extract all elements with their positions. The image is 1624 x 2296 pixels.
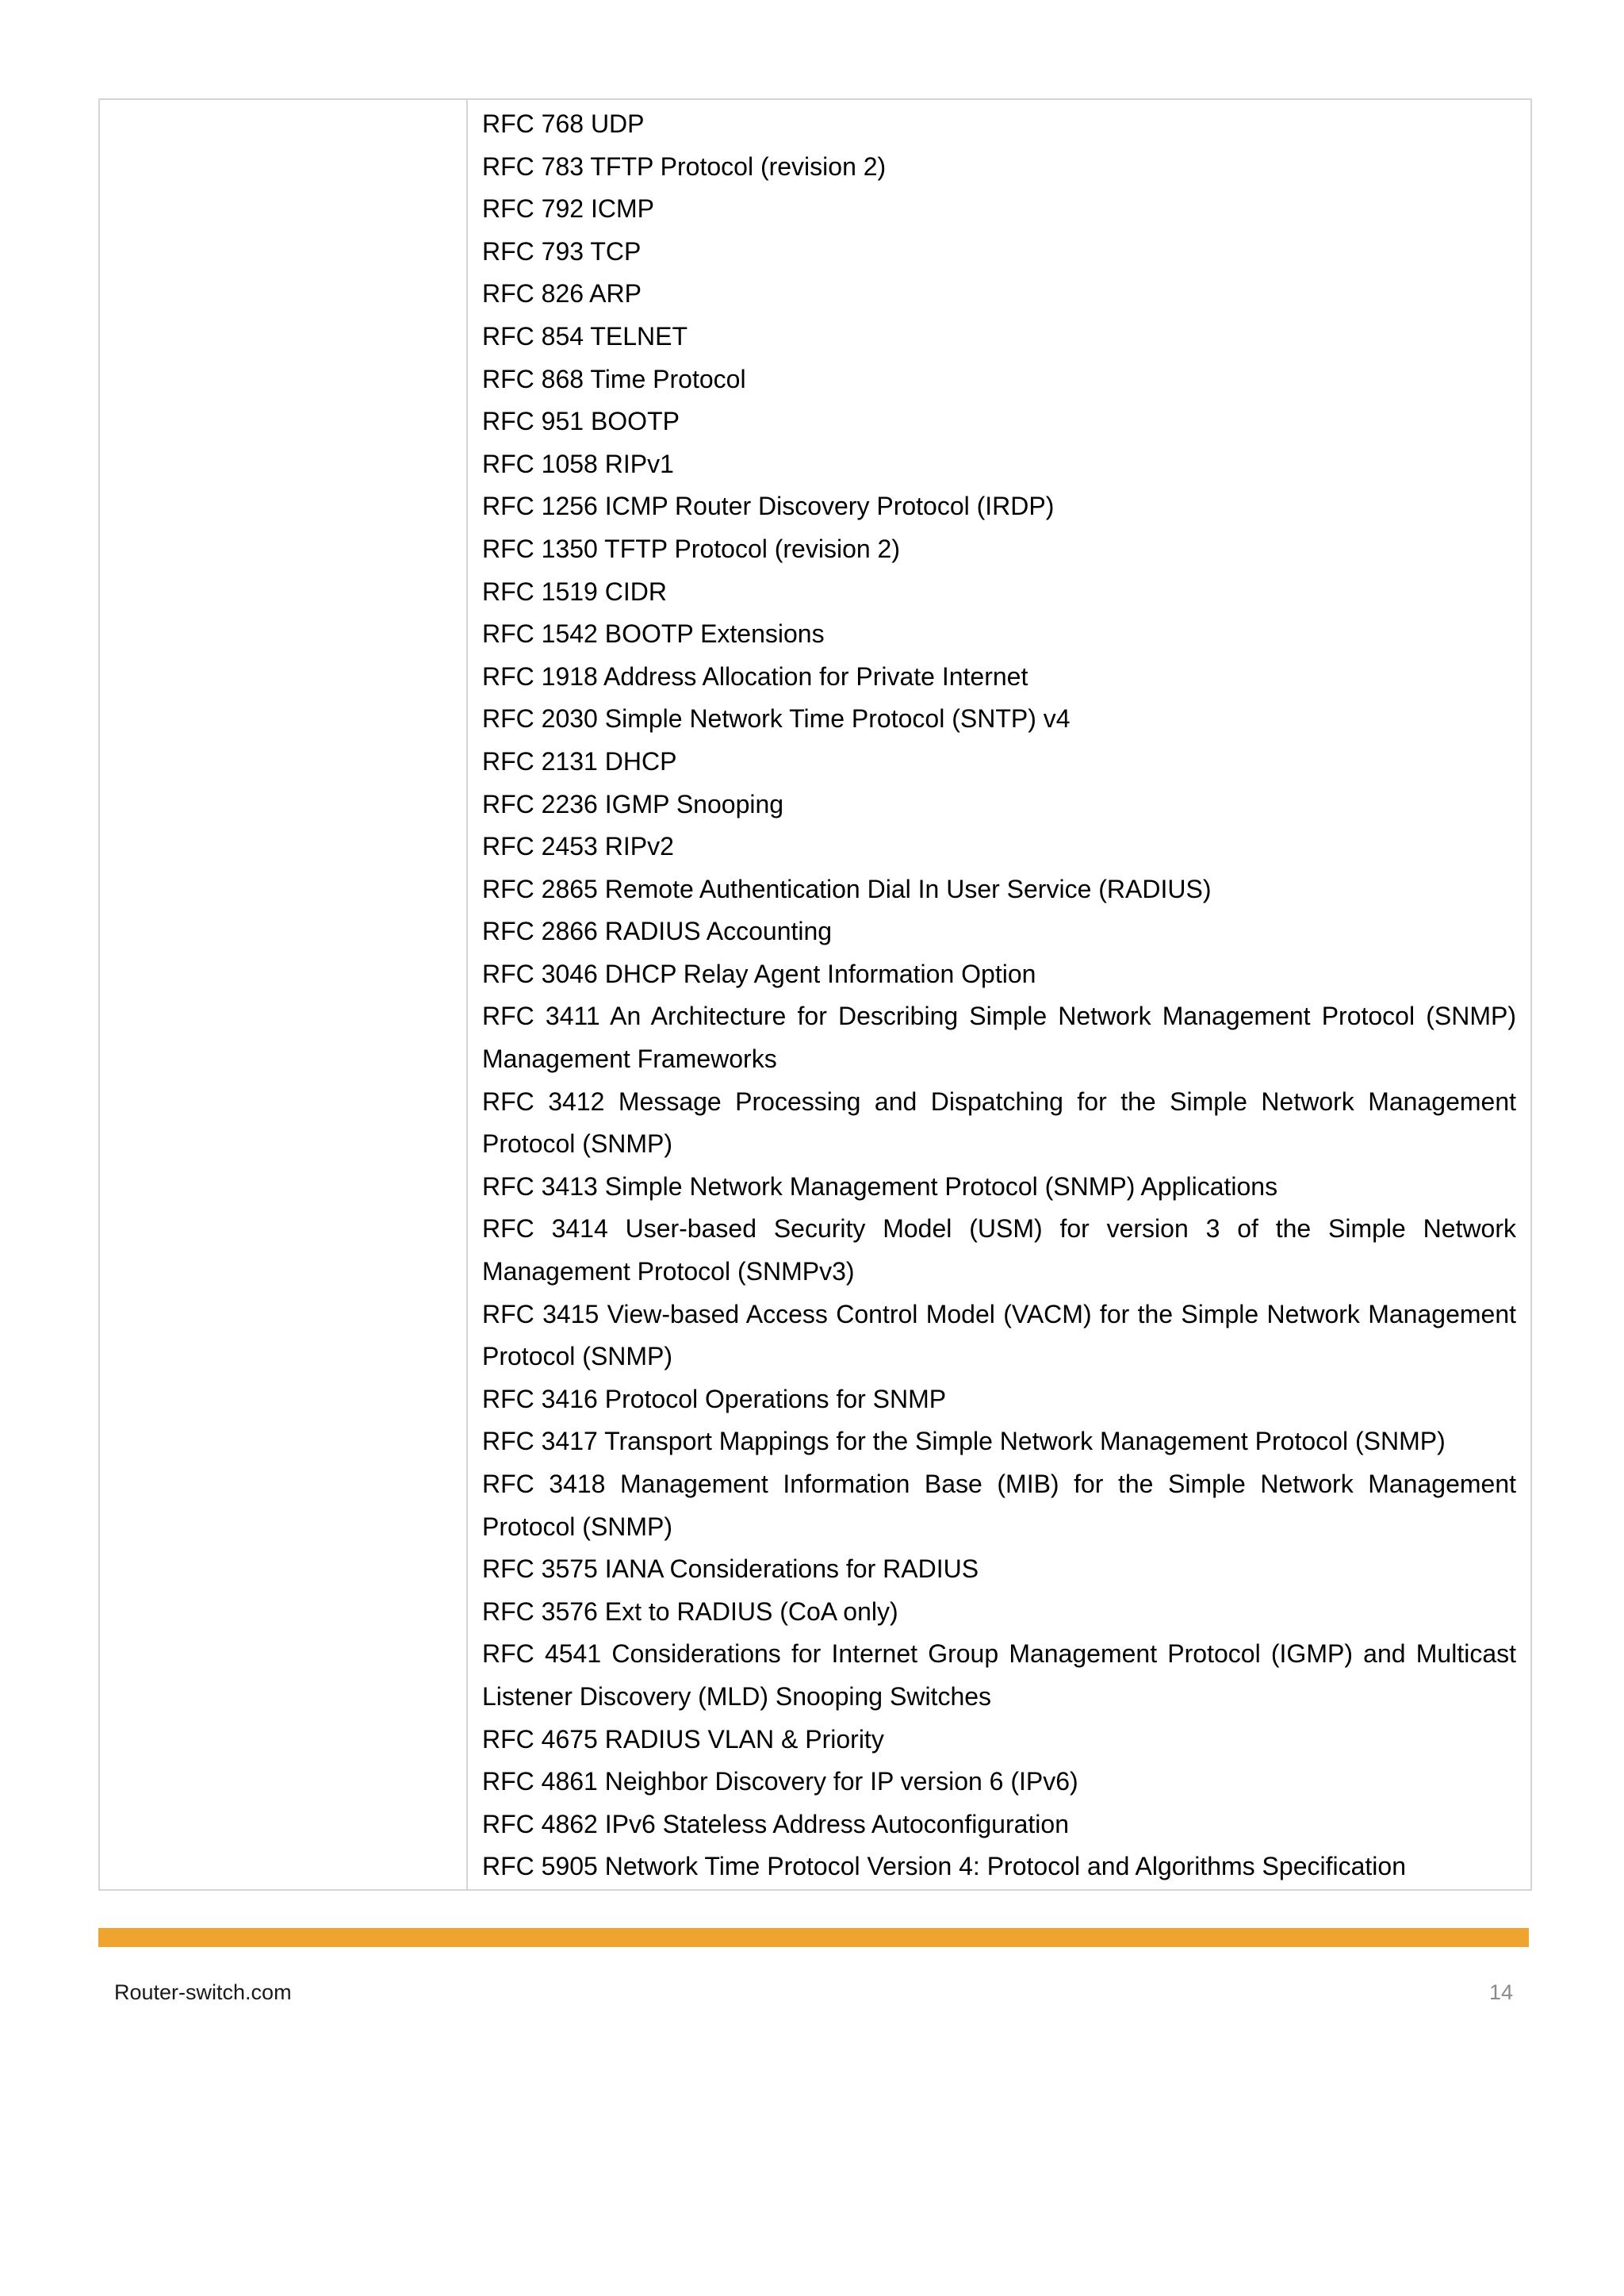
footer-site-name: Router-switch.com <box>114 1980 292 2004</box>
rfc-item: RFC 792 ICMP <box>482 194 654 224</box>
rfc-item: RFC 2030 Simple Network Time Protocol (SNTP) v4 <box>482 704 1071 734</box>
rfc-item: RFC 1918 Address Allocation for Private Internet <box>482 661 1028 691</box>
rfc-item: RFC 2236 IGMP Snooping <box>482 789 784 818</box>
rfc-item: RFC 793 TCP <box>482 236 642 266</box>
rfc-item: RFC 3418 Management Information Base (MIB) for the Simple Network Management Protocol (SNMP) <box>482 1470 1516 1541</box>
rfc-item: RFC 3415 View-based Access Control Model (VACM) for the Simple Network Management Protocol (SNMP) <box>482 1299 1516 1371</box>
rfc-item: RFC 1350 TFTP Protocol (revision 2) <box>482 534 900 563</box>
rfc-item: RFC 854 TELNET <box>482 321 688 351</box>
rfc-item: RFC 3417 Transport Mappings for the Simple Network Management Protocol (SNMP) <box>482 1427 1446 1456</box>
rfc-item: RFC 3413 Simple Network Management Protocol (SNMP) Applications <box>482 1171 1278 1201</box>
rfc-item: RFC 2866 RADIUS Accounting <box>482 917 833 946</box>
rfc-item: RFC 4675 RADIUS VLAN & Priority <box>482 1724 884 1754</box>
page-number: 14 <box>1488 1980 1513 2004</box>
rfc-item: RFC 1519 CIDR <box>482 577 667 606</box>
footer-accent-bar <box>98 1928 1529 1947</box>
rfc-item: RFC 768 UDP <box>482 109 645 138</box>
rfc-item: RFC 826 ARP <box>482 279 642 309</box>
rfc-item: RFC 4861 Neighbor Discovery for IP version 6 (IPv6) <box>482 1767 1078 1796</box>
rfc-item: RFC 2131 DHCP <box>482 746 677 776</box>
rfc-item: RFC 1256 ICMP Router Discovery Protocol (IRDP) <box>482 492 1055 521</box>
rfc-item: RFC 783 TFTP Protocol (revision 2) <box>482 151 887 181</box>
rfc-item: RFC 1058 RIPv1 <box>482 449 674 478</box>
rfc-item: RFC 3576 Ext to RADIUS (CoA only) <box>482 1596 898 1626</box>
rfc-item: RFC 868 Time Protocol <box>482 364 746 393</box>
standards-table <box>98 98 1532 1891</box>
rfc-item: RFC 3411 An Architecture for Describing Simple Network Management Protocol (SNMP) Management Frameworks <box>482 1002 1516 1074</box>
rfc-item: RFC 4541 Considerations for Internet Group Management Protocol (IGMP) and Multicast Listener Discovery (MLD) Snooping Switches <box>482 1639 1516 1711</box>
rfc-item: RFC 2453 RIPv2 <box>482 832 674 861</box>
table-label-cell <box>100 100 468 1889</box>
rfc-list-cell <box>468 100 1530 1889</box>
rfc-item: RFC 3575 IANA Considerations for RADIUS <box>482 1554 979 1584</box>
rfc-item: RFC 3414 User-based Security Model (USM) for version 3 of the Simple Network Management Protocol (SNMPv3) <box>482 1214 1516 1286</box>
rfc-item: RFC 3046 DHCP Relay Agent Information Option <box>482 959 1036 988</box>
rfc-item: RFC 2865 Remote Authentication Dial In User Service (RADIUS) <box>482 874 1212 903</box>
rfc-item: RFC 951 BOOTP <box>482 407 680 436</box>
rfc-item: RFC 3416 Protocol Operations for SNMP <box>482 1384 947 1413</box>
rfc-item: RFC 1542 BOOTP Extensions <box>482 619 825 649</box>
rfc-item: RFC 5905 Network Time Protocol Version 4: Protocol and Algorithms Specification <box>482 1852 1406 1881</box>
rfc-item: RFC 4862 IPv6 Stateless Address Autoconfiguration <box>482 1809 1069 1838</box>
rfc-item: RFC 3412 Message Processing and Dispatching for the Simple Network Management Protocol (SNMP) <box>482 1087 1516 1159</box>
